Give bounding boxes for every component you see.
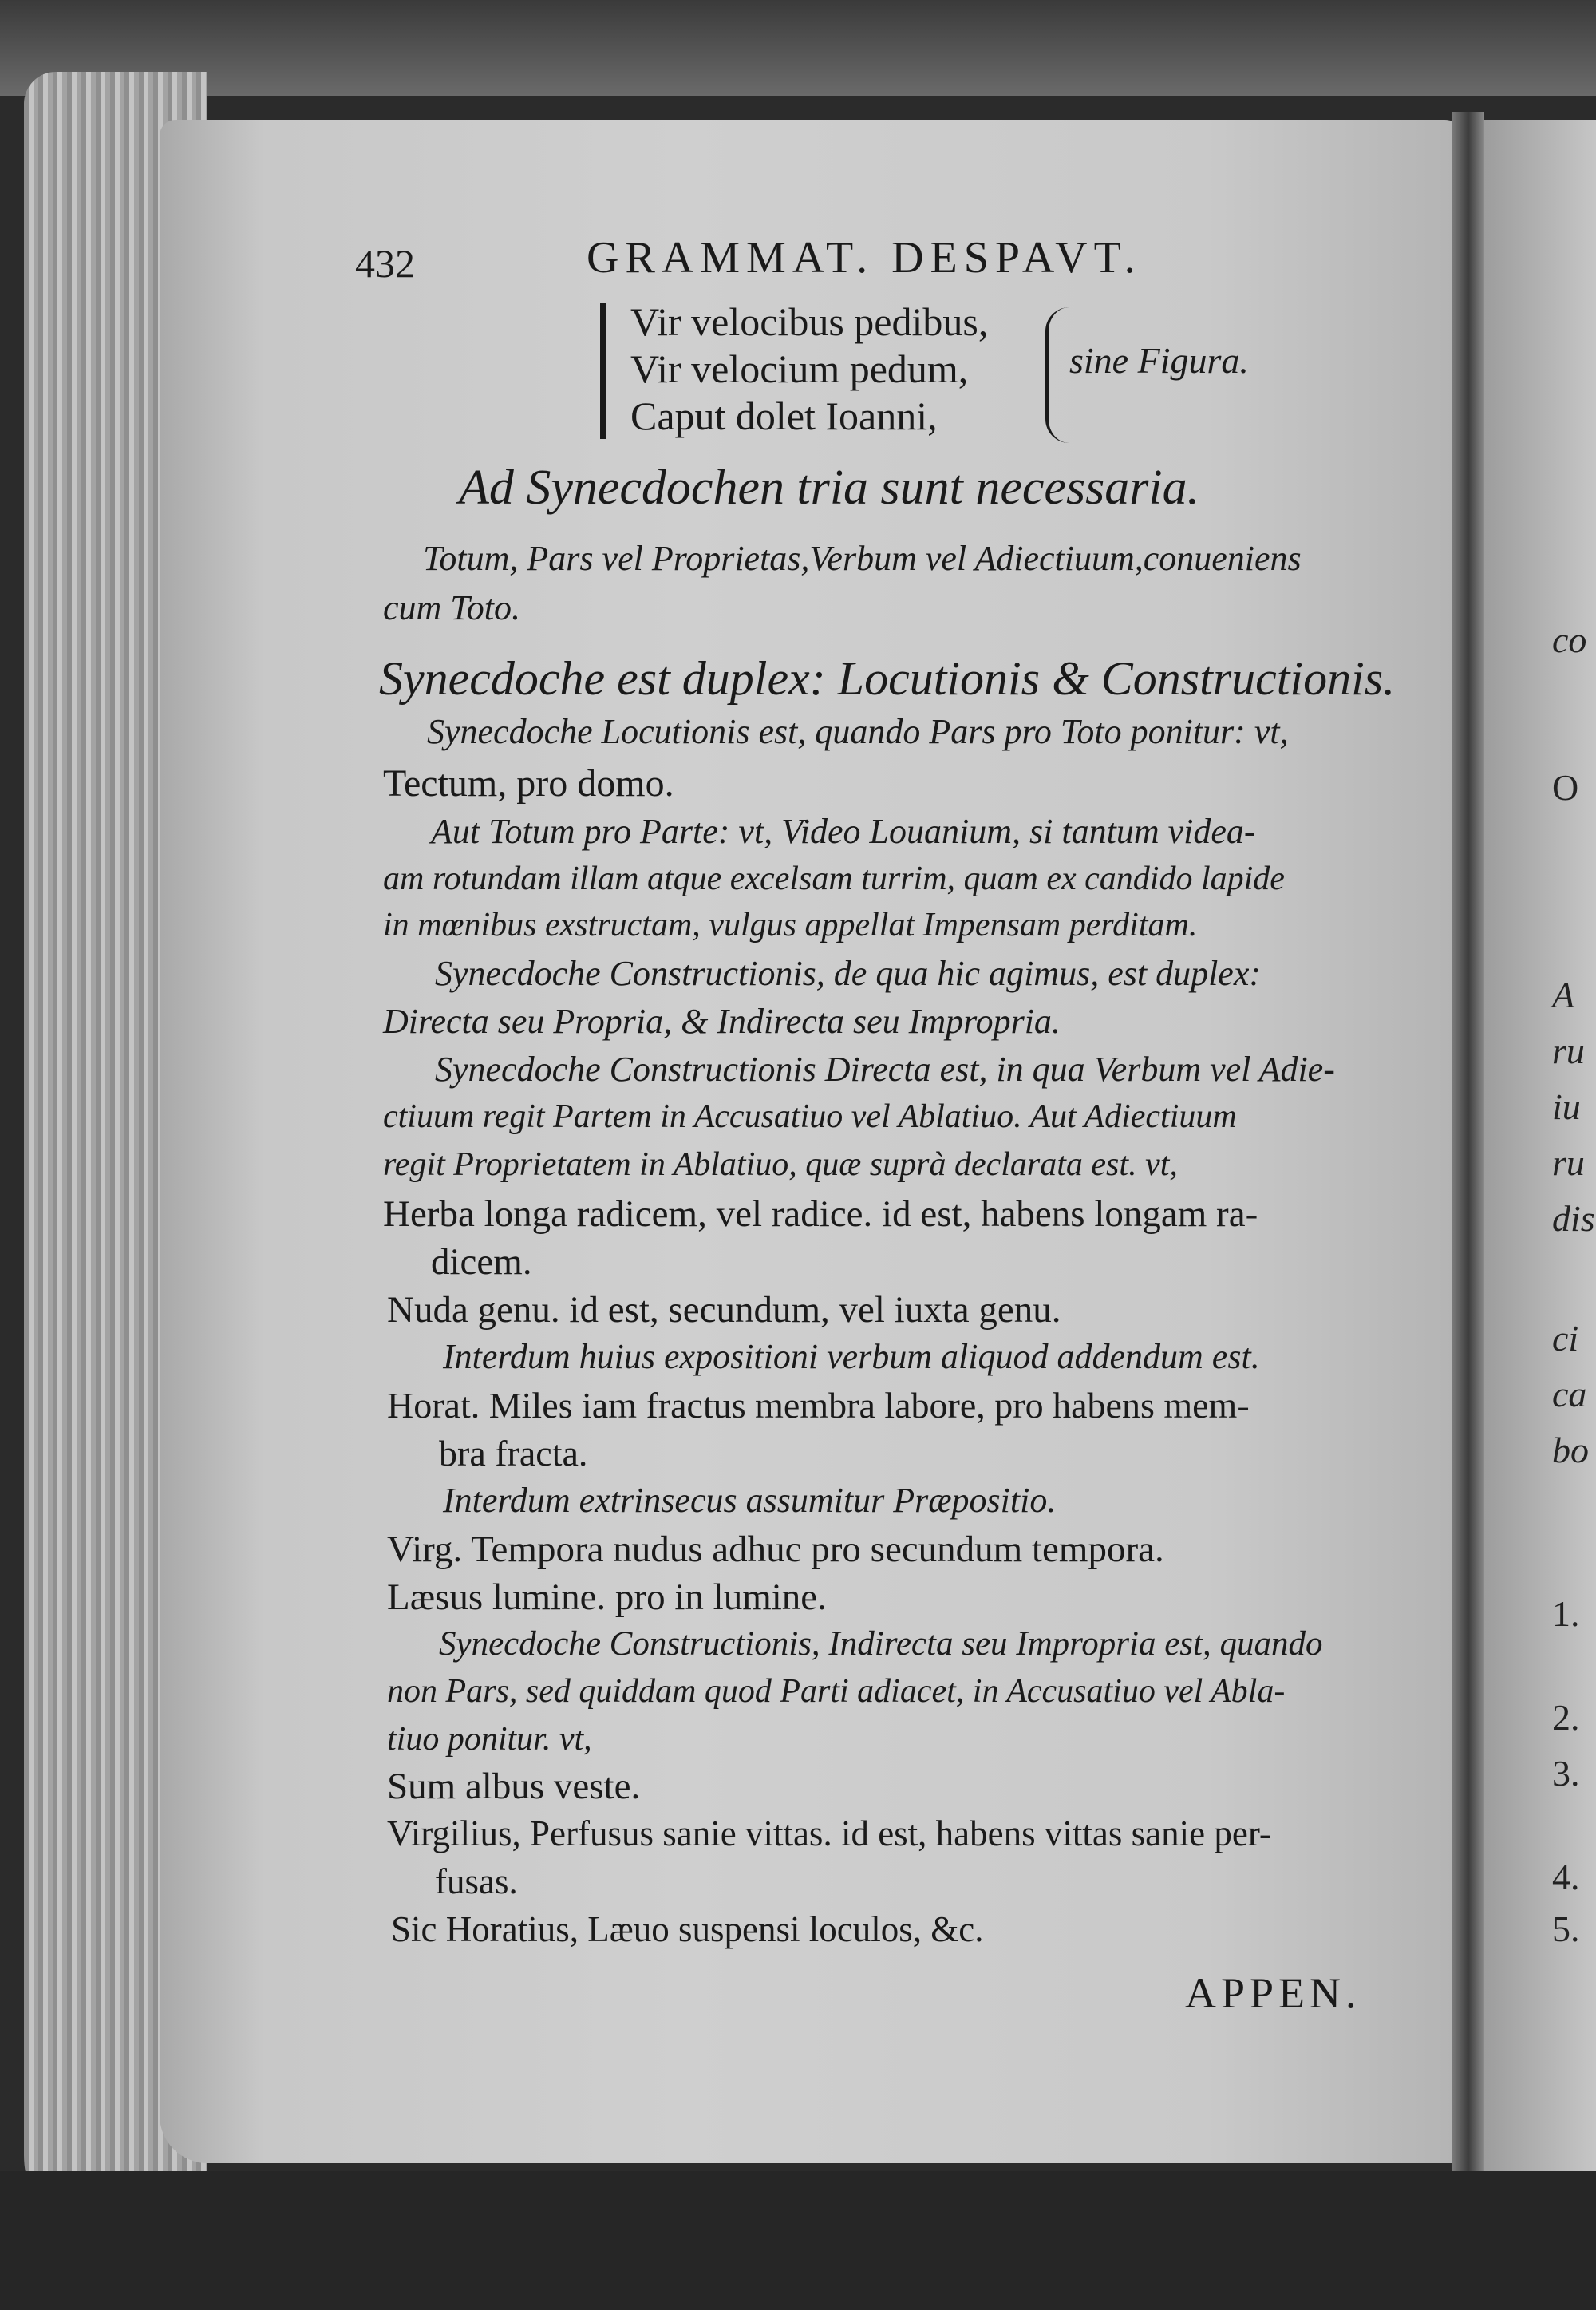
section-heading: Ad Synecdochen tria sunt necessaria. [459, 461, 1200, 515]
facing-page-fragment: A [1552, 975, 1575, 1015]
page-number: 432 [355, 241, 415, 286]
text-line: am rotundam illam atque excelsam turrim, quam ex candido lapide [383, 860, 1285, 897]
text-line: Synecdoche Constructionis Directa est, in qua Verbum vel Adie- [435, 1050, 1335, 1089]
text-line: bra fracta. [439, 1433, 588, 1473]
text-line: Virgilius, Perfusus sanie vittas. id est, habens vittas sanie per- [387, 1814, 1271, 1853]
facing-page-fragment: ci [1552, 1318, 1579, 1359]
text-line: Herba longa radicem, vel radice. id est, habens longam ra- [383, 1193, 1258, 1235]
text-line: Totum, Pars vel Proprietas,Verbum vel Adiectiuum,conueniens [423, 539, 1302, 578]
running-title: GRAMMAT. DESPAVT. [587, 233, 1142, 283]
example-line: Vir velocibus pedibus, [630, 299, 989, 344]
scan-background-top [0, 0, 1596, 96]
text-line: in mœnibus exstructam, vulgus appellat Impensam perditam. [383, 907, 1198, 943]
text-line: regit Proprietatem in Ablatiuo, quæ suprà declarata est. vt, [383, 1146, 1178, 1183]
text-line: ctiuum regit Partem in Accusatiuo vel Ablatiuo. Aut Adiectiuum [383, 1098, 1237, 1135]
text-line: tiuo ponitur. vt, [387, 1721, 592, 1758]
left-bracket-bar [600, 303, 606, 439]
facing-page-fragment: 4. [1552, 1857, 1580, 1897]
brace-label: sine Figura. [1069, 340, 1249, 381]
text-line: Interdum extrinsecus assumitur Præpositio. [443, 1481, 1057, 1520]
facing-page-fragment: ru [1552, 1030, 1585, 1071]
text-line: Læsus lumine. pro in lumine. [387, 1576, 827, 1618]
text-line: Virg. Tempora nudus adhuc pro secundum tempora. [387, 1529, 1164, 1570]
example-line: Vir velocium pedum, [630, 346, 969, 391]
text-line: Directa seu Propria, & Indirecta seu Impropria. [383, 1002, 1061, 1041]
facing-page-fragment: co [1552, 619, 1587, 660]
text-line: Synecdoche Constructionis, de qua hic agimus, est duplex: [435, 954, 1262, 993]
text-line: Nuda genu. id est, secundum, vel iuxta genu. [387, 1289, 1061, 1331]
text-line: Sum albus veste. [387, 1766, 641, 1807]
facing-page-fragment: dis [1552, 1198, 1595, 1239]
facing-page-fragment: bo [1552, 1430, 1589, 1470]
catchword: APPEN. [1185, 1969, 1361, 2017]
facing-page-fragment: 3. [1552, 1753, 1580, 1794]
book-gutter [1452, 112, 1484, 2203]
facing-page-fragment: iu [1552, 1086, 1581, 1127]
facing-page-fragment: 5. [1552, 1909, 1580, 1949]
section-heading: Synecdoche est duplex: Locutionis & Constructionis. [379, 652, 1396, 705]
facing-page-fragment: 2. [1552, 1697, 1580, 1738]
scan-background-bottom [0, 2171, 1596, 2310]
text-line: non Pars, sed quiddam quod Parti adiacet, in Accusatiuo vel Abla- [387, 1673, 1286, 1710]
text-line: Synecdoche Constructionis, Indirecta seu Impropria est, quando [439, 1625, 1323, 1663]
text-line: Tectum, pro domo. [383, 762, 674, 805]
text-line: Sic Horatius, Læuo suspensi loculos, &c. [391, 1909, 984, 1949]
text-line: Synecdoche Locutionis est, quando Pars pro Toto ponitur: vt, [427, 712, 1289, 751]
facing-page-fragment: 1. [1552, 1593, 1580, 1634]
facing-page-fragment: ru [1552, 1142, 1585, 1183]
text-line: cum Toto. [383, 588, 520, 627]
text-line: dicem. [431, 1241, 532, 1283]
text-line: Interdum huius expositioni verbum aliquod addendum est. [443, 1337, 1260, 1376]
facing-page-fragment: O [1552, 767, 1579, 808]
text-line: fusas. [435, 1861, 518, 1901]
text-line: Horat. Miles iam fractus membra labore, pro habens mem- [387, 1385, 1250, 1426]
text-line: Aut Totum pro Parte: vt, Video Louanium, si tantum videa- [431, 812, 1256, 851]
facing-page-fragment: ca [1552, 1374, 1587, 1414]
example-line: Caput dolet Ioanni, [630, 394, 938, 438]
